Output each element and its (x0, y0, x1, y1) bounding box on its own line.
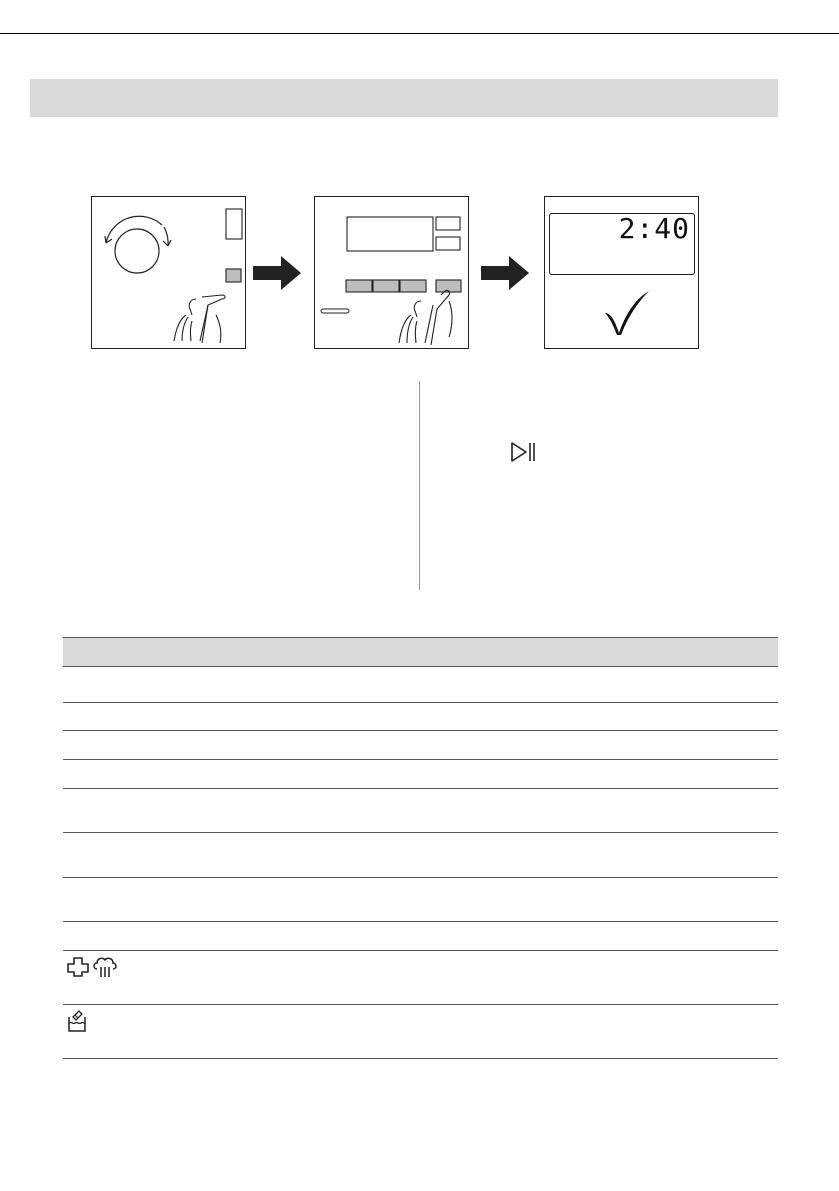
table-bottom-rule (63, 1058, 778, 1059)
table-row-divider (63, 832, 778, 833)
option-button-1 (346, 280, 372, 292)
finger-hand-icon (399, 290, 452, 345)
table-row-divider (63, 730, 778, 731)
display-screen (549, 213, 695, 275)
small-indicator-bottom (436, 237, 460, 250)
display-time: 2:40 (618, 212, 690, 245)
display-window (347, 217, 433, 251)
panel-select-options (314, 196, 469, 349)
options-panel-illustration (315, 197, 470, 350)
machine-clean-icon (66, 1009, 88, 1033)
table-header (63, 637, 778, 667)
program-knob (115, 229, 159, 273)
panel-slot (226, 209, 242, 239)
arrow-right-icon (253, 256, 303, 290)
table-row-divider (63, 1004, 778, 1005)
check-mark-icon (603, 289, 653, 337)
steam-cloud-icon (92, 955, 118, 979)
program-knob-illustration (92, 197, 247, 350)
small-indicator-top (436, 217, 460, 230)
option-button-3 (400, 280, 426, 292)
table-row-divider (63, 788, 778, 789)
finger-hand-icon (174, 295, 225, 343)
table-row-divider (63, 877, 778, 878)
cotton-plus-icon (66, 956, 90, 978)
column-divider (419, 381, 420, 590)
table-row-divider (63, 921, 778, 922)
table-row-divider (63, 759, 778, 760)
panel-button (226, 269, 241, 282)
top-rule (0, 33, 839, 34)
start-pause-icon (510, 441, 538, 463)
panel-select-program (91, 196, 246, 349)
section-header-bar (30, 79, 778, 117)
panel-display-result (544, 196, 699, 349)
arrow-right-icon (481, 256, 531, 290)
table-row-divider (63, 702, 778, 703)
panel-slider (321, 309, 349, 313)
option-button-2 (373, 280, 399, 292)
table-row-divider (63, 950, 778, 951)
